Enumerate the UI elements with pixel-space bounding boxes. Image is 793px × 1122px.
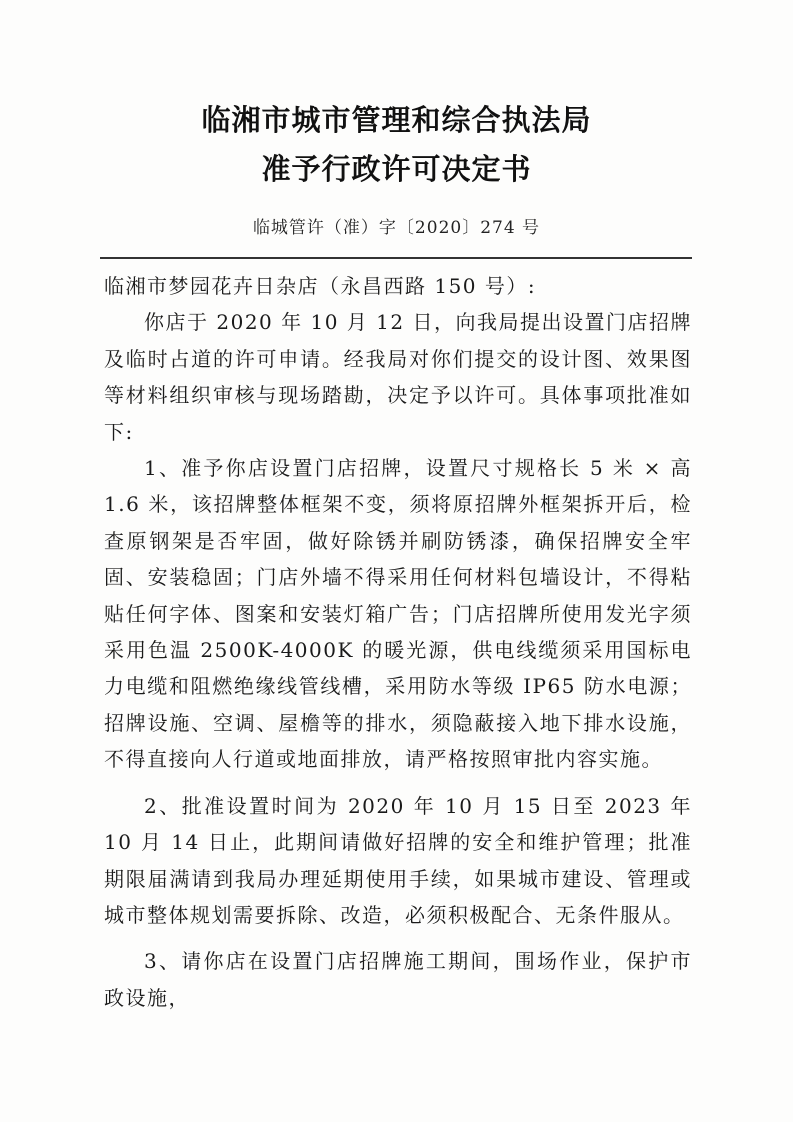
document-body [104, 268, 692, 1016]
paragraph-item-1: 1、准予你店设置门店招牌，设置尺寸规格长 5 米 × 高 1.6 米，该招牌整体框架不变，须将原招牌外框架拆开后，检查原钢架是否牢固，做好除锈并刷防锈漆，确保招牌安全牢固、安装稳固；门店外墙不得采用任何材料包墙设计，不得粘贴任何字体、图案和安装灯箱广告；门店招牌所使用发光字须采用色温 2500K-4000K 的暖光源，供电线缆须采用国标电力电缆和阻燃绝缘线管线槽，采用防水等级 IP65 防水电源；招牌设施、空调、屋檐等的排水，须隐蔽接入地下排水设施，不得直接向人行道或地面排放，请严格按照审批内容实施。 [104, 456, 692, 772]
salutation: 临湘市梦园花卉日杂店（永昌西路 150 号）: [104, 274, 537, 298]
paragraph-item-2: 2、批准设置时间为 2020 年 10 月 15 日至 2023 年 10 月 14 日止，此期间请做好招牌的安全和维护管理；批准期限届满请到我局办理延期使用手续，如果城市建设、管理或城市整体规划需要拆除、改造，必须积极配合、无条件服从。 [104, 793, 692, 927]
paragraph-intro: 你店于 2020 年 10 月 12 日，向我局提出设置门店招牌及临时占道的许可申请。经我局对你们提交的设计图、效果图等材料组织审核与现场踏勘，决定予以许可。具体事项批准如下: [104, 310, 692, 444]
document-title-issuer: 临湘市城市管理和综合执法局 [201, 103, 592, 137]
document-title-type: 准予行政许可决定书 [261, 152, 532, 186]
document-number: 临城管许（准）字〔2020〕274 号 [252, 218, 541, 238]
paragraph-item-3: 3、请你店在设置门店招牌施工期间，围场作业，保护市政设施， [104, 949, 692, 1010]
header-divider [100, 257, 692, 259]
